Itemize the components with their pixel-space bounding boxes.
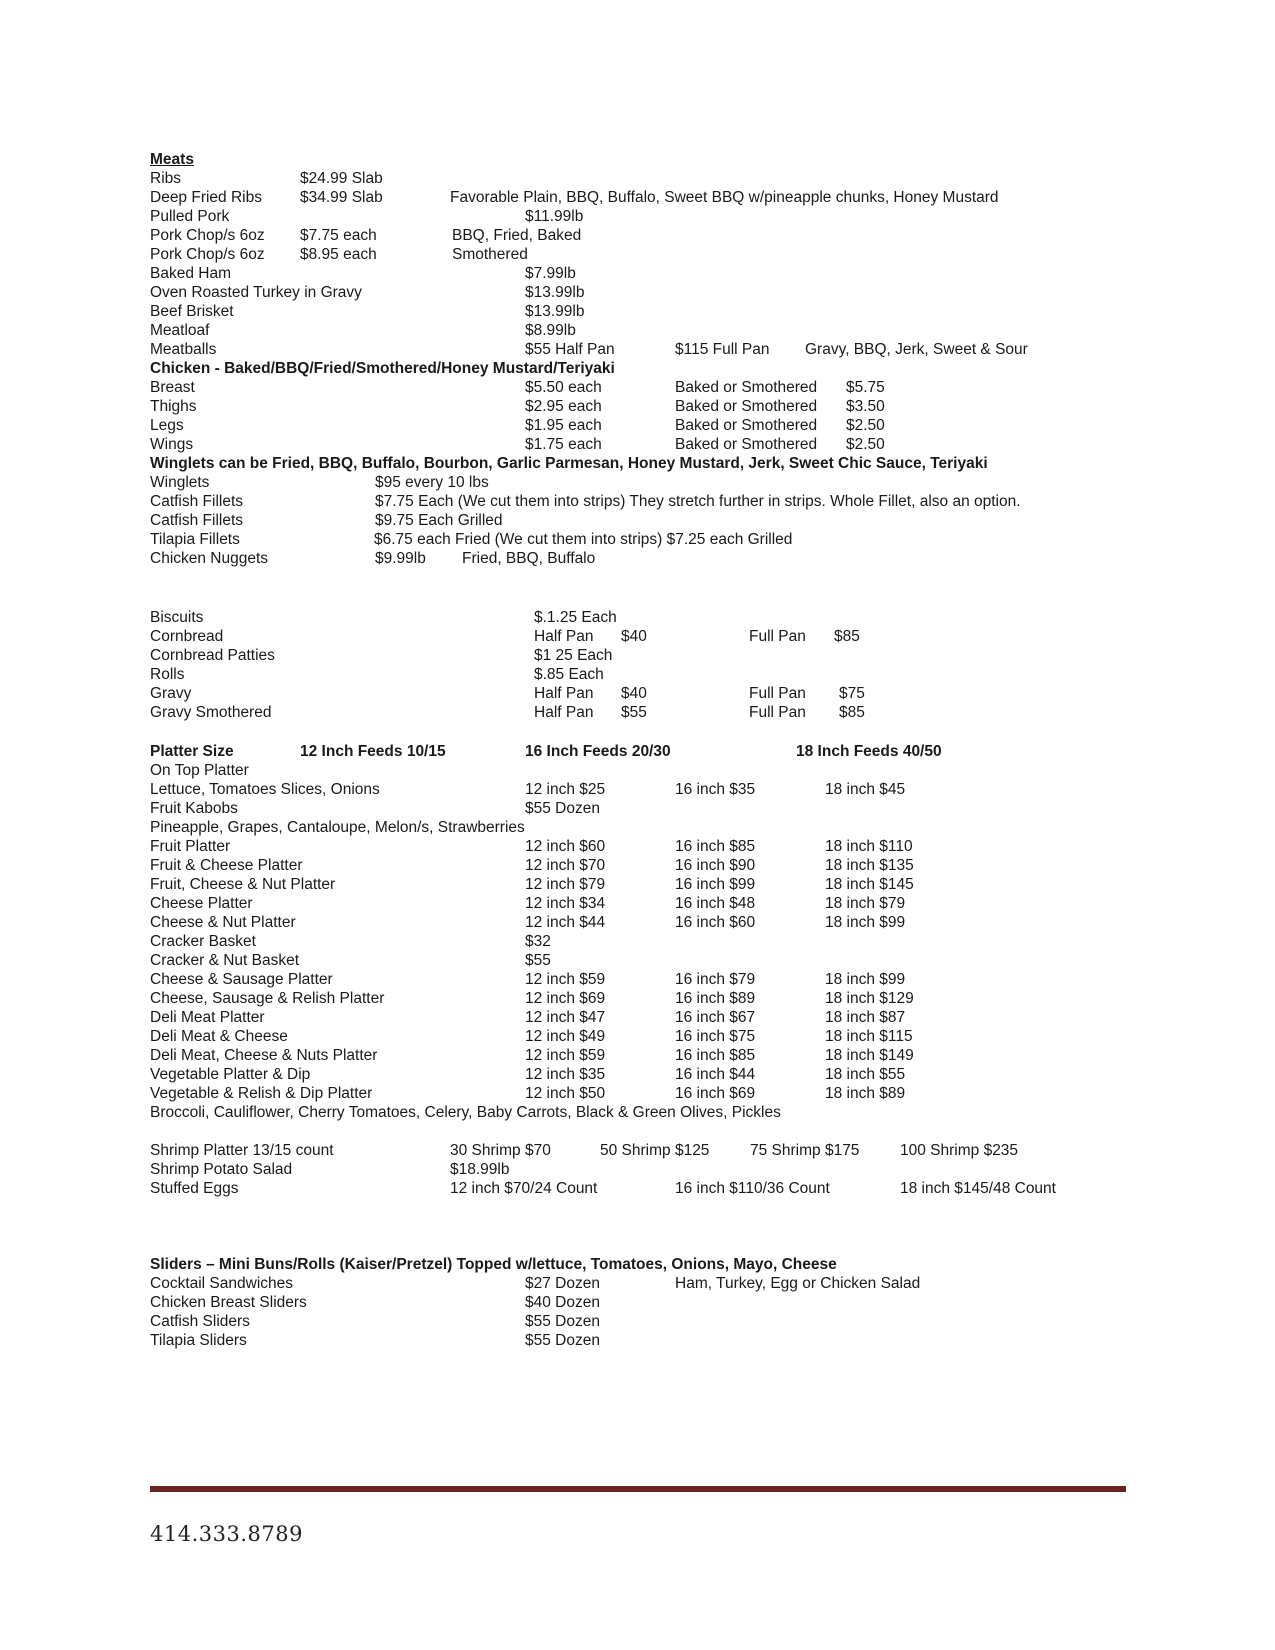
item-half-label: Half Pan xyxy=(534,685,594,702)
item-name: Cocktail Sandwiches xyxy=(150,1275,294,1292)
item-name: Cornbread xyxy=(150,628,224,645)
item-price: $1.95 each xyxy=(525,417,602,434)
price-12: 12 inch $35 xyxy=(525,1066,606,1083)
item-note: Ham, Turkey, Egg or Chicken Salad xyxy=(675,1275,921,1292)
list-item xyxy=(0,1179,1275,1198)
item-name: Fruit, Cheese & Nut Platter xyxy=(150,876,336,893)
footer-divider xyxy=(150,1486,1126,1492)
item-alt-price: $2.50 xyxy=(846,417,885,434)
list-item xyxy=(0,989,1275,1008)
list-item xyxy=(0,530,1275,549)
list-item xyxy=(0,511,1275,530)
price-a: $18.99lb xyxy=(450,1161,510,1178)
item-name: Pulled Pork xyxy=(150,208,230,225)
sliders-heading-line xyxy=(0,1255,1275,1274)
item-name: Fruit & Cheese Platter xyxy=(150,857,303,874)
price-16: 16 inch $69 xyxy=(675,1085,756,1102)
list-item xyxy=(0,264,1275,283)
item-name: Chicken Breast Sliders xyxy=(150,1294,307,1311)
platter-size-label: Platter Size xyxy=(150,743,234,760)
item-half-price: $40 xyxy=(621,685,647,702)
price-18: 18 inch $55 xyxy=(825,1066,906,1083)
item-price: $1.75 each xyxy=(525,436,602,453)
item-price: $34.99 Slab xyxy=(300,189,383,206)
item-name: Shrimp Platter 13/15 count xyxy=(150,1142,334,1159)
winglets-heading-line xyxy=(0,454,1275,473)
list-item xyxy=(0,226,1275,245)
item-price: $55 Dozen xyxy=(525,1313,600,1330)
list-item xyxy=(0,321,1275,340)
item-name: Deep Fried Ribs xyxy=(150,189,262,206)
list-item xyxy=(0,378,1275,397)
item-full-pan: $115 Full Pan xyxy=(675,341,770,358)
price-18: 18 inch $110 xyxy=(825,838,913,855)
item-name: Legs xyxy=(150,417,184,434)
item-name: Catfish Fillets xyxy=(150,493,244,510)
item-note: Favorable Plain, BBQ, Buffalo, Sweet BBQ w/pineapple chunks, Honey Mustard xyxy=(450,189,999,206)
list-item xyxy=(0,283,1275,302)
item-alt: Baked or Smothered xyxy=(675,398,818,415)
list-item xyxy=(0,875,1275,894)
item-price: $.85 Each xyxy=(534,666,604,683)
chicken-heading-line xyxy=(0,359,1275,378)
meats-heading-line xyxy=(0,150,1275,169)
item-price: $24.99 Slab xyxy=(300,170,383,187)
price-18: 18 inch $79 xyxy=(825,895,906,912)
list-item xyxy=(0,970,1275,989)
price-12: 12 inch $59 xyxy=(525,971,606,988)
price-c: 16 inch $110/36 Count xyxy=(675,1180,830,1197)
platter-header xyxy=(0,742,1275,761)
list-item xyxy=(0,169,1275,188)
price-16: 16 inch $35 xyxy=(675,781,756,798)
item-name: Fruit Platter xyxy=(150,838,231,855)
item-note: Gravy, BBQ, Jerk, Sweet & Sour xyxy=(805,341,1028,358)
price-12: 12 inch $50 xyxy=(525,1085,606,1102)
item-note: Smothered xyxy=(452,246,528,263)
list-item xyxy=(0,1160,1275,1179)
item-name: Cheese & Nut Platter xyxy=(150,914,296,931)
list-item xyxy=(0,646,1275,665)
price-16: 16 inch $75 xyxy=(675,1028,756,1045)
list-item xyxy=(0,1065,1275,1084)
list-item xyxy=(0,473,1275,492)
item-detail: $6.75 each Fried (We cut them into strips) $7.25 each Grilled xyxy=(374,531,793,548)
list-item xyxy=(0,894,1275,913)
item-name: Vegetable Platter & Dip xyxy=(150,1066,311,1083)
list-item xyxy=(0,665,1275,684)
item-alt: Baked or Smothered xyxy=(675,417,818,434)
item-name: Cracker & Nut Basket xyxy=(150,952,300,969)
price-12: 12 inch $70 xyxy=(525,857,606,874)
list-item xyxy=(0,703,1275,722)
item-full-price: $85 xyxy=(834,628,860,645)
price-12: 12 inch $59 xyxy=(525,1047,606,1064)
list-item xyxy=(0,302,1275,321)
item-price: $11.99lb xyxy=(525,208,584,225)
price-12: $55 xyxy=(525,952,551,969)
price-16: 16 inch $44 xyxy=(675,1066,756,1083)
item-price: $13.99lb xyxy=(525,303,585,320)
item-name: Rolls xyxy=(150,666,185,683)
item-name: Breast xyxy=(150,379,195,396)
item-name: Chicken Nuggets xyxy=(150,550,269,567)
price-16: 16 inch $89 xyxy=(675,990,756,1007)
list-item xyxy=(0,684,1275,703)
price-16: 16 inch $48 xyxy=(675,895,756,912)
item-full-label: Full Pan xyxy=(749,685,806,702)
list-item xyxy=(0,1293,1275,1312)
price-12: 12 inch $44 xyxy=(525,914,606,931)
list-item xyxy=(0,1027,1275,1046)
list-item xyxy=(0,913,1275,932)
list-item xyxy=(0,761,1275,780)
item-name: Pork Chop/s 6oz xyxy=(150,227,265,244)
item-name: Gravy xyxy=(150,685,192,702)
price-d: 18 inch $145/48 Count xyxy=(900,1180,1056,1197)
price-12: 12 inch $47 xyxy=(525,1009,606,1026)
price-d: 100 Shrimp $235 xyxy=(900,1142,1019,1159)
item-price: $8.99lb xyxy=(525,322,576,339)
item-name: Meatloaf xyxy=(150,322,210,339)
list-item xyxy=(0,608,1275,627)
item-name: Baked Ham xyxy=(150,265,231,282)
item-price: $1 25 Each xyxy=(534,647,613,664)
list-item xyxy=(0,818,1275,837)
price-12: 12 inch $25 xyxy=(525,781,606,798)
footer-phone: 414.333.8789 xyxy=(150,1522,303,1546)
item-price: $55 Dozen xyxy=(525,1332,600,1349)
list-item xyxy=(0,549,1275,568)
price-18: 18 inch $149 xyxy=(825,1047,914,1064)
sliders-heading: Sliders – Mini Buns/Rolls (Kaiser/Pretzel) Topped w/lettuce, Tomatoes, Onions, Mayo, Cheese xyxy=(150,1256,837,1273)
list-item xyxy=(0,1331,1275,1350)
list-item xyxy=(0,245,1275,264)
item-alt: Baked or Smothered xyxy=(675,436,818,453)
item-name: Cheese Platter xyxy=(150,895,253,912)
item-name: Thighs xyxy=(150,398,197,415)
platter-18-heading: 18 Inch Feeds 40/50 xyxy=(796,743,942,760)
list-item xyxy=(0,627,1275,646)
item-name: Fruit Kabobs xyxy=(150,800,238,817)
list-item xyxy=(0,397,1275,416)
item-name: Pineapple, Grapes, Cantaloupe, Melon/s, Strawberries xyxy=(150,819,525,836)
list-item xyxy=(0,780,1275,799)
item-name: Winglets xyxy=(150,474,210,491)
item-alt-price: $2.50 xyxy=(846,436,885,453)
item-name: Wings xyxy=(150,436,194,453)
list-item xyxy=(0,1046,1275,1065)
item-name: Broccoli, Cauliflower, Cherry Tomatoes, Celery, Baby Carrots, Black & Green Olives, Pickles xyxy=(150,1104,781,1121)
item-name: Cheese, Sausage & Relish Platter xyxy=(150,990,385,1007)
item-name: Pork Chop/s 6oz xyxy=(150,246,265,263)
price-12: $55 Dozen xyxy=(525,800,600,817)
item-detail: $9.75 Each Grilled xyxy=(375,512,503,529)
list-item xyxy=(0,188,1275,207)
item-name: Beef Brisket xyxy=(150,303,234,320)
price-16: 16 inch $79 xyxy=(675,971,756,988)
item-alt-price: $5.75 xyxy=(846,379,885,396)
item-note: BBQ, Fried, Baked xyxy=(452,227,582,244)
winglets-heading: Winglets can be Fried, BBQ, Buffalo, Bourbon, Garlic Parmesan, Honey Mustard, Jerk, Sweet Chic Sauce, Teriyaki xyxy=(150,455,988,472)
item-full-price: $85 xyxy=(839,704,865,721)
item-name: Gravy Smothered xyxy=(150,704,272,721)
item-price: $8.95 each xyxy=(300,246,377,263)
item-extra: Fried, BBQ, Buffalo xyxy=(462,550,596,567)
price-12: 12 inch $34 xyxy=(525,895,606,912)
item-full-label: Full Pan xyxy=(749,704,806,721)
item-half-pan: $55 Half Pan xyxy=(525,341,615,358)
meats-heading: Meats xyxy=(150,151,194,168)
price-12: 12 inch $60 xyxy=(525,838,606,855)
price-12: $32 xyxy=(525,933,551,950)
list-item xyxy=(0,1008,1275,1027)
platter-16-heading: 16 Inch Feeds 20/30 xyxy=(525,743,671,760)
item-name: Cheese & Sausage Platter xyxy=(150,971,333,988)
price-18: 18 inch $87 xyxy=(825,1009,906,1026)
list-item xyxy=(0,340,1275,359)
item-name: Tilapia Sliders xyxy=(150,1332,247,1349)
price-12: 12 inch $49 xyxy=(525,1028,606,1045)
price-18: 18 inch $145 xyxy=(825,876,914,893)
price-a: 30 Shrimp $70 xyxy=(450,1142,551,1159)
price-16: 16 inch $60 xyxy=(675,914,756,931)
item-name: Shrimp Potato Salad xyxy=(150,1161,293,1178)
price-18: 18 inch $45 xyxy=(825,781,906,798)
price-16: 16 inch $85 xyxy=(675,838,756,855)
item-price: $13.99lb xyxy=(525,284,585,301)
item-alt-price: $3.50 xyxy=(846,398,885,415)
price-12: 12 inch $79 xyxy=(525,876,606,893)
list-item xyxy=(0,856,1275,875)
item-name: Catfish Fillets xyxy=(150,512,244,529)
price-18: 18 inch $135 xyxy=(825,857,914,874)
list-item xyxy=(0,1312,1275,1331)
chicken-heading: Chicken - Baked/BBQ/Fried/Smothered/Honey Mustard/Teriyaki xyxy=(150,360,615,377)
list-item xyxy=(0,1274,1275,1293)
list-item xyxy=(0,799,1275,818)
item-full-price: $75 xyxy=(839,685,865,702)
item-name: Cracker Basket xyxy=(150,933,256,950)
item-detail: $9.99lb xyxy=(375,550,426,567)
platter-12-heading: 12 Inch Feeds 10/15 xyxy=(300,743,446,760)
price-18: 18 inch $99 xyxy=(825,971,906,988)
item-name: On Top Platter xyxy=(150,762,249,779)
item-full-label: Full Pan xyxy=(749,628,806,645)
item-detail: $95 every 10 lbs xyxy=(375,474,489,491)
price-18: 18 inch $129 xyxy=(825,990,914,1007)
list-item xyxy=(0,1084,1275,1103)
price-a: 12 inch $70/24 Count xyxy=(450,1180,598,1197)
item-alt: Baked or Smothered xyxy=(675,379,818,396)
list-item xyxy=(0,435,1275,454)
item-price: $5.50 each xyxy=(525,379,602,396)
item-name: Cornbread Patties xyxy=(150,647,275,664)
item-name: Oven Roasted Turkey in Gravy xyxy=(150,284,362,301)
item-name: Vegetable & Relish & Dip Platter xyxy=(150,1085,373,1102)
item-detail: $7.75 Each (We cut them into strips) They stretch further in strips. Whole Fillet, also an option. xyxy=(375,493,1021,510)
price-16: 16 inch $67 xyxy=(675,1009,756,1026)
item-price: $40 Dozen xyxy=(525,1294,600,1311)
item-name: Biscuits xyxy=(150,609,204,626)
item-name: Stuffed Eggs xyxy=(150,1180,239,1197)
price-12: 12 inch $69 xyxy=(525,990,606,1007)
list-item xyxy=(0,1141,1275,1160)
item-name: Tilapia Fillets xyxy=(150,531,240,548)
price-b: 50 Shrimp $125 xyxy=(600,1142,710,1159)
price-16: 16 inch $85 xyxy=(675,1047,756,1064)
list-item xyxy=(0,492,1275,511)
item-price: $27 Dozen xyxy=(525,1275,600,1292)
item-name: Catfish Sliders xyxy=(150,1313,250,1330)
item-half-label: Half Pan xyxy=(534,704,594,721)
price-18: 18 inch $99 xyxy=(825,914,906,931)
price-18: 18 inch $115 xyxy=(825,1028,913,1045)
item-name: Ribs xyxy=(150,170,182,187)
item-half-price: $40 xyxy=(621,628,647,645)
price-16: 16 inch $90 xyxy=(675,857,756,874)
price-18: 18 inch $89 xyxy=(825,1085,906,1102)
item-half-price: $55 xyxy=(621,704,647,721)
list-item xyxy=(0,416,1275,435)
list-item xyxy=(0,1103,1275,1122)
item-price: $7.75 each xyxy=(300,227,377,244)
item-price: $2.95 each xyxy=(525,398,602,415)
item-name: Deli Meat, Cheese & Nuts Platter xyxy=(150,1047,378,1064)
item-name: Deli Meat Platter xyxy=(150,1009,265,1026)
item-price: $.1.25 Each xyxy=(534,609,617,626)
price-16: 16 inch $99 xyxy=(675,876,756,893)
item-name: Lettuce, Tomatoes Slices, Onions xyxy=(150,781,380,798)
item-price: $7.99lb xyxy=(525,265,576,282)
item-name: Deli Meat & Cheese xyxy=(150,1028,288,1045)
list-item xyxy=(0,207,1275,226)
item-half-label: Half Pan xyxy=(534,628,594,645)
list-item xyxy=(0,932,1275,951)
list-item xyxy=(0,837,1275,856)
price-c: 75 Shrimp $175 xyxy=(750,1142,860,1159)
list-item xyxy=(0,951,1275,970)
item-name: Meatballs xyxy=(150,341,217,358)
